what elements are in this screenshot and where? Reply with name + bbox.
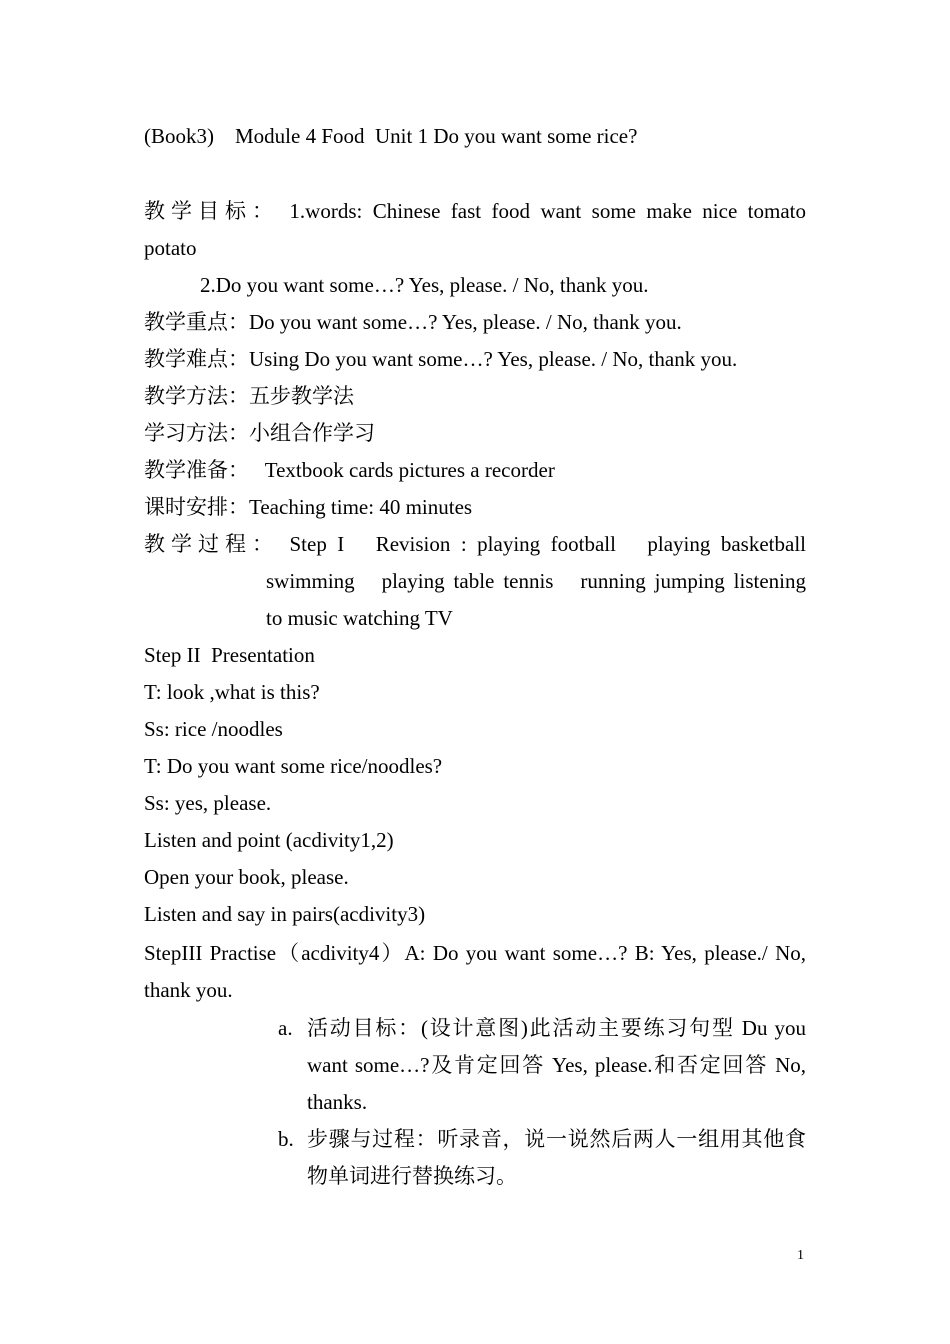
schedule-label: 课时安排： <box>144 495 249 519</box>
step2-line: Ss: rice /noodles <box>144 717 283 741</box>
learning-method-line <box>144 415 806 452</box>
objectives-label: 教学目标： <box>144 199 279 223</box>
schedule-line <box>144 489 806 526</box>
objectives-text-1: 1.words: Chinese fast food want some make nice tomato <box>289 199 807 223</box>
preparation-text: Textbook cards pictures a recorder <box>249 458 555 482</box>
teaching-method-text: 五步教学法 <box>249 384 354 408</box>
learning-method-text: 小组合作学习 <box>249 421 375 445</box>
objectives-line-2: 2.Do you want some…? Yes, please. / No, thank you. <box>200 273 649 297</box>
learning-method-label: 学习方法： <box>144 421 249 445</box>
list-item-b-line-2: 物单词进行替换练习。 <box>307 1164 517 1188</box>
step3-line-1: StepIII Practise（acdivity4）A: Do you want some…? B: Yes, please./ No, <box>144 941 806 965</box>
process-step1-text-2: swimming playing table tennis running jumping listening <box>266 569 806 593</box>
objectives-line-1 <box>144 193 806 230</box>
difficulties-line <box>144 341 806 378</box>
page-number: 1 <box>797 1248 804 1263</box>
list-item-a-line-1: 活动目标：(设计意图)此活动主要练习句型 Du you <box>307 1016 806 1040</box>
list-marker-b: b. <box>278 1127 294 1151</box>
key-points-label: 教学重点： <box>144 310 249 334</box>
step2-line: T: look ,what is this? <box>144 680 320 704</box>
teaching-method-label: 教学方法： <box>144 384 249 408</box>
difficulties-text: Using Do you want some…? Yes, please. / No, thank you. <box>249 347 738 371</box>
step2-line: Listen and say in pairs(acdivity3) <box>144 902 426 926</box>
preparation-label: 教学准备： <box>144 458 249 482</box>
key-points-line <box>144 304 806 341</box>
process-label: 教学过程： <box>144 532 279 556</box>
process-step1-text-3: to music watching TV <box>266 606 453 630</box>
step3-line-2: thank you. <box>144 978 233 1002</box>
list-marker-a: a. <box>278 1016 293 1040</box>
list-item-b-line-1: 步骤与过程：听录音，说一说然后两人一组用其他食 <box>307 1127 806 1151</box>
step2-line: Ss: yes, please. <box>144 791 272 815</box>
step2-heading: Step II Presentation <box>144 643 315 667</box>
step2-line: Open your book, please. <box>144 865 349 889</box>
schedule-text: Teaching time: 40 minutes <box>249 495 473 519</box>
list-item-a-line-2: want some…?及肯定回答 Yes, please.和否定回答 No, <box>307 1053 806 1077</box>
step2-line: T: Do you want some rice/noodles? <box>144 754 443 778</box>
preparation-line <box>144 452 806 489</box>
process-step1-text-1: Step I Revision : playing football playing basketball <box>289 532 806 556</box>
teaching-method-line <box>144 378 806 415</box>
step2-line: Listen and point (acdivity1,2) <box>144 828 394 852</box>
lesson-title: (Book3) Module 4 Food Unit 1 Do you want some rice? <box>144 124 638 148</box>
key-points-text: Do you want some…? Yes, please. / No, thank you. <box>249 310 682 334</box>
difficulties-label: 教学难点： <box>144 347 249 371</box>
list-item-a-line-3: thanks. <box>307 1090 368 1114</box>
objectives-line-1-cont: potato <box>144 236 197 260</box>
process-line-1 <box>144 526 806 563</box>
